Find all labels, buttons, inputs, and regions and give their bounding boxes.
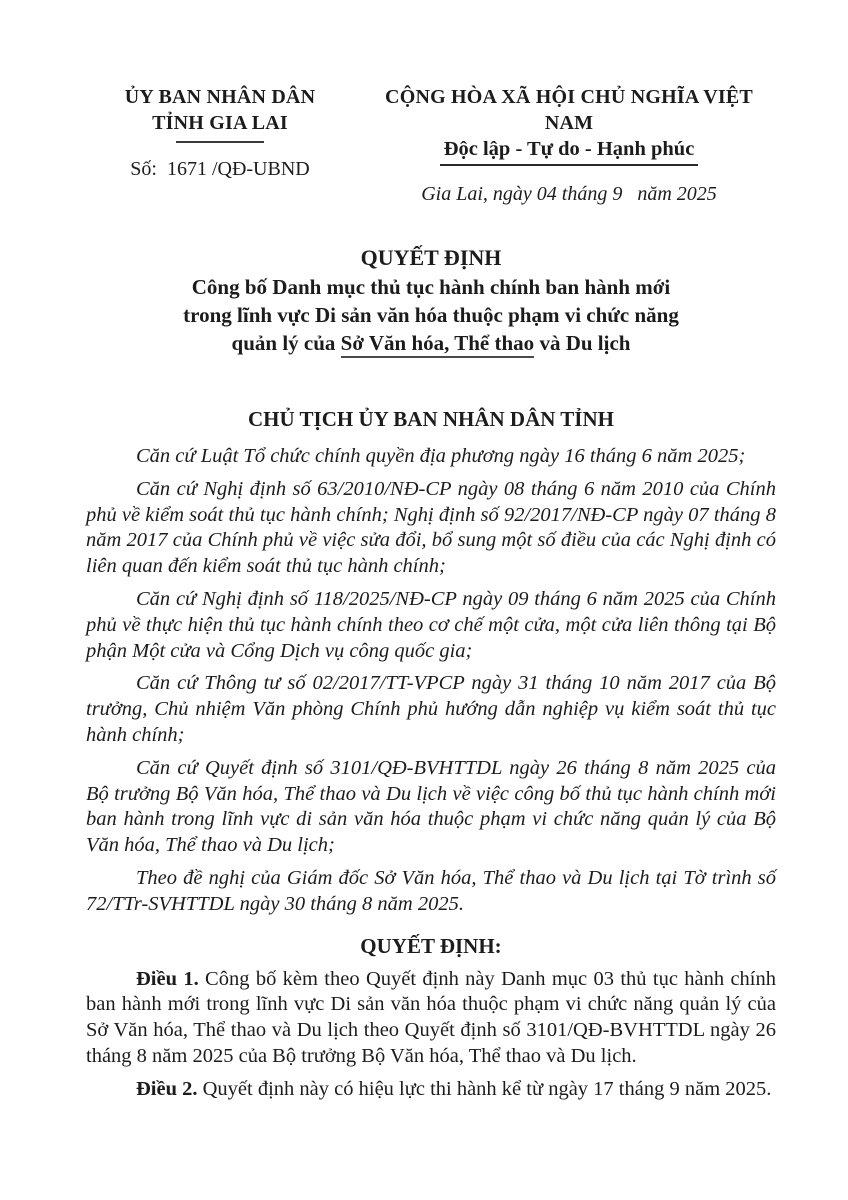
- title-subtitle-line3-suffix: và Du lịch: [534, 331, 631, 355]
- issuing-authority-block: [86, 84, 354, 182]
- preamble-paragraph: Theo đề nghị của Giám đốc Sở Văn hóa, Thể thao và Du lịch tại Tờ trình số 72/TTr-SVHTTDL ngày 30 tháng 8 năm 2025.: [86, 866, 776, 915]
- signing-authority-heading: CHỦ TỊCH ỦY BAN NHÂN DÂN TỈNH: [248, 407, 614, 431]
- title-subtitle-line3-prefix: quản lý của: [231, 331, 341, 355]
- title-subtitle-underlined-text: Sở Văn hóa, Thể thao: [341, 331, 535, 358]
- article-2-text: Quyết định này có hiệu lực thi hành kể từ ngày 17 tháng 9 năm 2025.: [197, 1077, 772, 1100]
- decree-heading: QUYẾT ĐỊNH:: [360, 933, 502, 958]
- national-motto: Độc lập - Tự do - Hạnh phúc: [440, 136, 699, 166]
- title-block: [86, 243, 776, 357]
- document-header: [86, 84, 776, 207]
- article-paragraph: [86, 1077, 776, 1103]
- preamble-paragraph: Căn cứ Thông tư số 02/2017/TT-VPCP ngày 31 tháng 10 năm 2017 của Bộ trưởng, Chủ nhiệm Văn phòng Chính phủ hướng dẫn nghiệp vụ kiểm soát thủ tục hành chính;: [86, 672, 776, 746]
- issuing-authority-province: TỈNH GIA LAI: [152, 112, 288, 134]
- document-body: [86, 444, 776, 1103]
- country-name: CỘNG HÒA XÃ HỘI CHỦ NGHĨA VIỆT NAM: [385, 86, 753, 134]
- national-header-block: [354, 84, 776, 207]
- authority-underline-rule: [176, 141, 264, 143]
- preamble-paragraph: Căn cứ Luật Tổ chức chính quyền địa phương ngày 16 tháng 6 năm 2025;: [136, 445, 746, 467]
- issuing-authority-name: ỦY BAN NHÂN DÂN: [124, 86, 316, 108]
- place-dateline: Gia Lai, ngày 04 tháng 9 năm 2025: [421, 183, 717, 205]
- preamble-paragraph: Căn cứ Nghị định số 118/2025/NĐ-CP ngày 09 tháng 6 năm 2025 của Chính phủ về thực hiện thủ tục hành chính theo cơ chế một cửa, một cửa liên thông tại Bộ phận Một cửa và Cổng Dịch vụ công quốc gia;: [86, 587, 776, 662]
- title-subtitle-line1: Công bố Danh mục thủ tục hành chính ban hành mới: [191, 275, 671, 299]
- title-subtitle-line2: trong lĩnh vực Di sản văn hóa thuộc phạm vi chức năng: [183, 303, 679, 327]
- document-type-heading: QUYẾT ĐỊNH: [360, 245, 502, 270]
- article-2-label: Điều 2.: [136, 1077, 198, 1100]
- title-subtitle-line3: [86, 329, 776, 357]
- decision-number: Số: 1671 /QĐ-UBND: [130, 158, 310, 180]
- preamble-paragraph: Căn cứ Quyết định số 3101/QĐ-BVHTTDL ngày 26 tháng 8 năm 2025 của Bộ trưởng Bộ Văn hóa, Thể thao và Du lịch về việc công bố thủ tục hành chính mới ban hành trong lĩnh vực di sản văn hóa thuộc phạm vi chức năng quản lý của Bộ Văn hóa, Thể thao và Du lịch;: [86, 756, 776, 857]
- article-paragraph: [86, 967, 776, 1070]
- motto-wrap: [362, 136, 776, 166]
- article-1-text: Công bố kèm theo Quyết định này Danh mục 03 thủ tục hành chính ban hành mới trong lĩnh vực Di sản văn hóa thuộc phạm vi chức năng quản lý của Sở Văn hóa, Thể thao và Du lịch theo Quyết định số 3101/QĐ-BVHTTDL ngày 26 tháng 8 năm 2025 của Bộ trưởng Bộ Văn hóa, Thể thao và Du lịch.: [86, 967, 776, 1067]
- preamble-paragraph: Căn cứ Nghị định số 63/2010/NĐ-CP ngày 08 tháng 6 năm 2010 của Chính phủ về kiểm soát thủ tục hành chính; Nghị định số 92/2017/NĐ-CP ngày 07 tháng 8 năm 2017 của Chính phủ về việc sửa đổi, bổ sung một số điều của các Nghị định có liên quan đến kiểm soát thủ tục hành chính;: [86, 477, 776, 578]
- article-1-label: Điều 1.: [136, 967, 199, 990]
